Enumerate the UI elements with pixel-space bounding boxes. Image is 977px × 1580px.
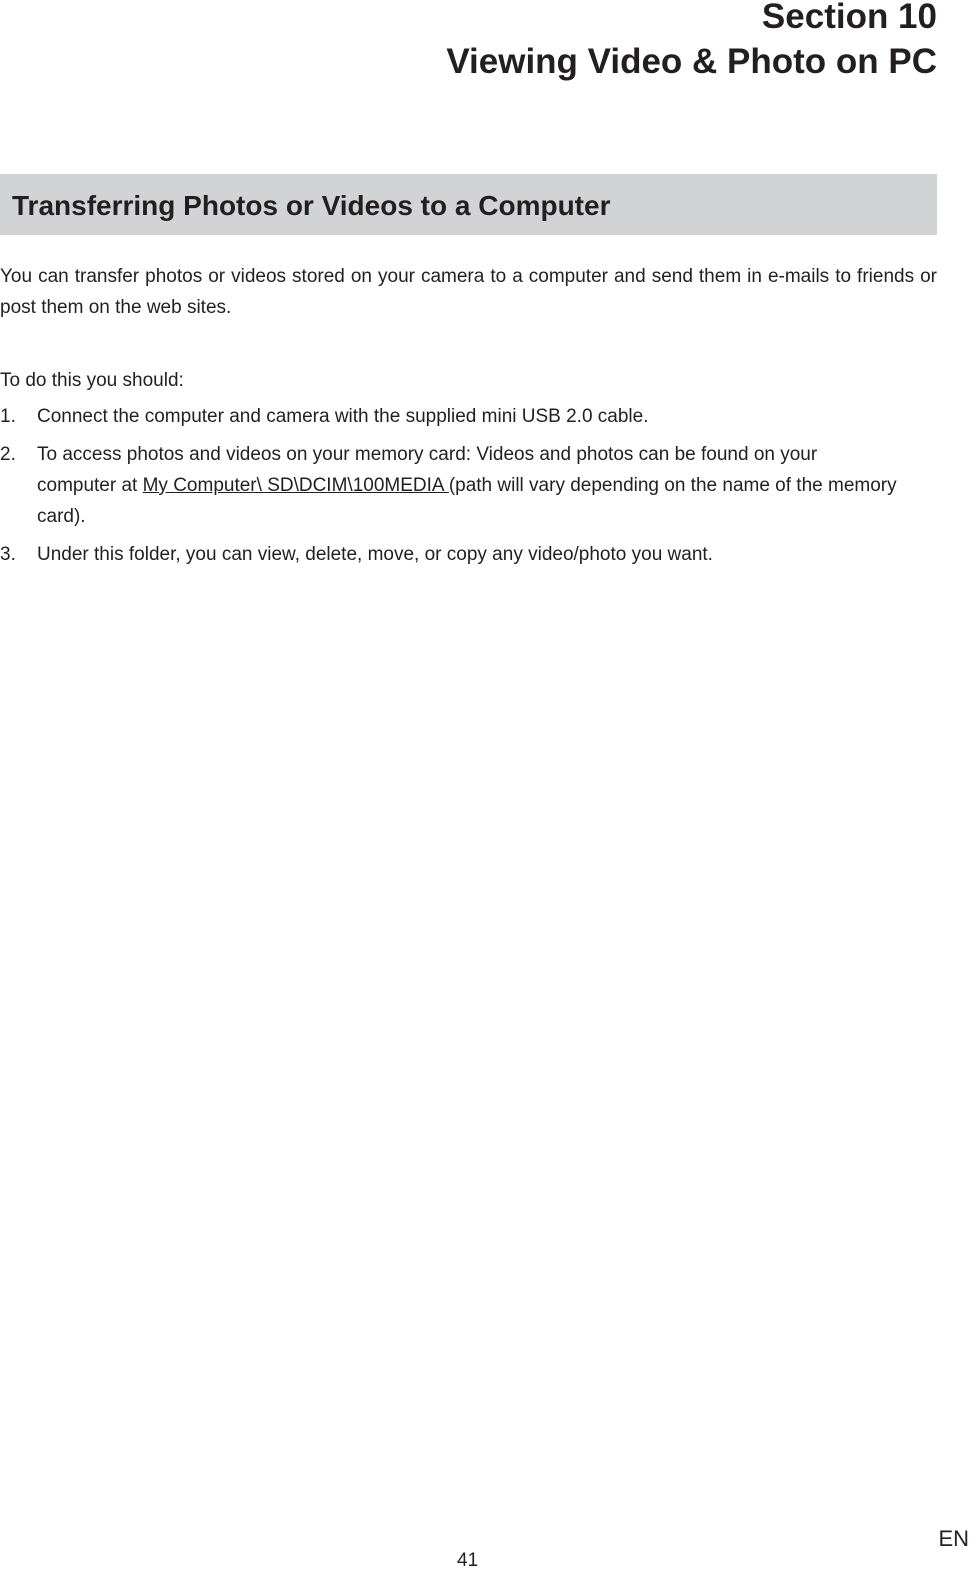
instructions-lead: To do this you should: bbox=[0, 370, 184, 391]
section-header bbox=[446, 0, 937, 84]
page-number: 41 bbox=[457, 1550, 479, 1571]
step-number: 3. bbox=[0, 544, 16, 565]
steps-list bbox=[0, 401, 937, 577]
step-text-after: (path will vary depending on the name of the memory card). bbox=[37, 475, 897, 527]
intro-paragraph: You can transfer photos or videos stored on your camera to a computer and send them in e-mails to friends or post them on the web sites. bbox=[0, 266, 937, 318]
step-text: Under this folder, you can view, delete, move, or copy any video/photo you want. bbox=[37, 544, 713, 565]
chapter-title: Viewing Video & Photo on PC bbox=[446, 42, 937, 81]
step-item bbox=[0, 439, 937, 532]
step-text bbox=[37, 439, 897, 532]
step-text: Connect the computer and camera with the supplied mini USB 2.0 cable. bbox=[37, 406, 649, 427]
language-tag: EN bbox=[938, 1526, 969, 1551]
topic-title: Transferring Photos or Videos to a Computer bbox=[12, 190, 611, 221]
topic-heading-bar bbox=[0, 174, 937, 235]
step-number: 1. bbox=[0, 406, 16, 427]
step-text-before: To access photos and videos on your memory card: Videos and photos can be found on your computer at bbox=[37, 444, 818, 496]
step-item bbox=[0, 401, 937, 432]
step-number: 2. bbox=[0, 444, 16, 465]
folder-path-link[interactable]: My Computer\ SD\DCIM\100MEDIA bbox=[142, 475, 449, 496]
step-item bbox=[0, 539, 937, 570]
section-number: Section 10 bbox=[761, 0, 937, 36]
